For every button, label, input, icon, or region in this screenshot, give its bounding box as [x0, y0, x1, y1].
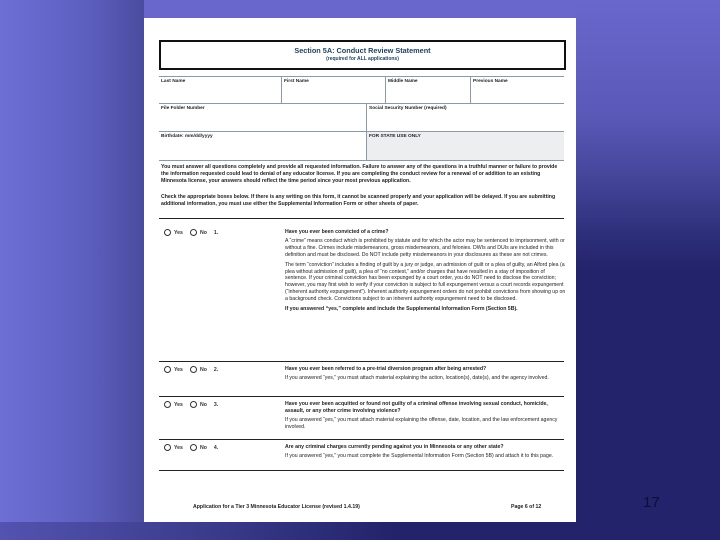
birthdate-field[interactable] — [159, 132, 366, 160]
question-1-text — [285, 229, 567, 315]
folder-ssn-row — [159, 103, 564, 132]
previous-name-field[interactable] — [470, 77, 564, 104]
divider-line — [159, 396, 564, 397]
background-left-gradient — [0, 0, 144, 522]
footer-page-number: Page 6 of 12 — [511, 504, 542, 510]
file-folder-number-field[interactable] — [159, 104, 366, 132]
divider-line — [159, 218, 564, 219]
previous-name-label: Previous Name — [473, 79, 508, 84]
question-detail: If you answered “yes,” you must complete the Supplemental Information Form (Section 5B) and attach it to this page. — [285, 453, 554, 460]
middle-name-field[interactable] — [385, 77, 470, 104]
name-row — [159, 76, 564, 104]
footer-left: Application for a Tier 3 Minnesota Educator License (revised 1.4.19) — [193, 504, 360, 510]
background-right-gradient — [576, 0, 720, 522]
yes-label: Yes — [174, 401, 183, 408]
first-name-field[interactable] — [281, 77, 385, 104]
instructions-paragraph-1: You must answer all questions completely and provide all requested information. Failure to answer any of the questions in a truthful manner or failure to provide the information requested could lead to denial of any educator license. If you are completing the conduct review for a renewal of or addition to an existing Minnesota license, your answers should reflect the time period since your most previous application. — [161, 164, 558, 185]
yes-label: Yes — [174, 229, 183, 236]
question-text: Have you ever been convicted of a crime? — [285, 229, 389, 235]
question-text: Have you ever been acquitted or found not guilty of a criminal offense involving sexual conduct, homicide, assault, or any other crime involving violence? — [285, 401, 548, 414]
no-label: No — [199, 444, 207, 451]
question-number: 4. — [213, 444, 219, 451]
background-bottom-gradient — [0, 522, 720, 540]
file-folder-number-label: File Folder Number — [161, 106, 205, 111]
question-detail: The term “conviction” includes a finding of guilt by a jury or judge, an admission of guilt or a plea of guilty, an Alford plea (a plea without admission of guilt), a plea of “no contest,” and/or charges that have resulted in a stay of imposition of sentence. If your criminal conviction has been expunged by a court order, you do NOT need to disclose the conviction; however, you may first wish to verify if your conviction is subject to full expungement versus a court records expungement (“inherent authority expungement”). Inherent authority expungement orders do not prohibit convictions from showing up on a background check. Convictions subject to an inherent authority expungement need to be disclosed. — [285, 261, 566, 303]
first-name-label: First Name — [284, 79, 309, 84]
yes-radio-icon[interactable] — [164, 366, 171, 373]
document-page — [144, 18, 576, 522]
question-text: Are any criminal charges currently pending against you in Minnesota or any other state? — [285, 444, 504, 450]
title-box — [159, 40, 566, 70]
question-2-answers — [164, 366, 218, 373]
state-use-only-field — [366, 132, 564, 160]
last-name-field[interactable] — [159, 77, 281, 104]
question-4-answers — [164, 444, 218, 451]
question-2-text — [285, 366, 567, 385]
yes-radio-icon[interactable] — [164, 444, 171, 451]
yes-label: Yes — [174, 366, 183, 373]
ssn-label: Social Security Number (required) — [369, 106, 447, 111]
birthdate-label: Birthdate: mm/dd/yyyy — [161, 134, 213, 139]
question-number: 3. — [213, 401, 219, 408]
question-4-text — [285, 444, 567, 463]
question-3-text — [285, 401, 567, 434]
birthdate-row — [159, 131, 564, 161]
question-detail: If you answered “yes,” you must attach material explaining the offense, date, location, and the law enforcement agency involved. — [285, 417, 558, 431]
state-use-only-label: FOR STATE USE ONLY — [369, 134, 421, 139]
question-text: Have you ever been referred to a pre-trial diversion program after being arrested? — [285, 366, 487, 372]
divider-line — [159, 439, 564, 440]
no-radio-icon[interactable] — [190, 401, 197, 408]
slide-number: 17 — [643, 494, 660, 511]
question-number: 1. — [213, 229, 219, 236]
question-detail: A “crime” means conduct which is prohibited by statute and for which the actor may be sentenced to imprisonment, with or without a fine. Crimes include misdemeanors, gross misdemeanors, and felonies. DWIs and DUIs are included in this definition and must be disclosed. Do NOT include petty misdemeanors in your disclosures as these are not crimes. — [285, 238, 565, 259]
question-detail: If you answered “yes,” complete and include the Supplemental Information Form (Section 5B). — [285, 305, 518, 312]
instructions-paragraph-2: Check the appropriate boxes below. If there is any writing on this form, it cannot be scanned properly and your application will be delayed. If you are submitting additional information, you must use either the Supplemental Information Form or other sheets of paper. — [161, 194, 556, 208]
question-number: 2. — [213, 366, 219, 373]
no-label: No — [199, 229, 207, 236]
middle-name-label: Middle Name — [388, 79, 418, 84]
yes-radio-icon[interactable] — [164, 229, 171, 236]
no-radio-icon[interactable] — [190, 229, 197, 236]
question-detail: If you answered “yes,” you must attach material explaining the action, location(s), date(s), and the agency involved. — [285, 375, 549, 382]
ssn-field[interactable] — [366, 104, 564, 132]
last-name-label: Last Name — [161, 79, 186, 84]
document-title: Section 5A: Conduct Review Statement — [294, 46, 431, 55]
no-radio-icon[interactable] — [190, 366, 197, 373]
question-3-answers — [164, 401, 218, 408]
yes-label: Yes — [174, 444, 183, 451]
document-subtitle: (required for ALL applications) — [326, 56, 399, 62]
question-1-answers — [164, 229, 218, 236]
no-radio-icon[interactable] — [190, 444, 197, 451]
yes-radio-icon[interactable] — [164, 401, 171, 408]
divider-line — [159, 361, 564, 362]
no-label: No — [199, 401, 207, 408]
no-label: No — [199, 366, 207, 373]
divider-line — [159, 470, 564, 471]
